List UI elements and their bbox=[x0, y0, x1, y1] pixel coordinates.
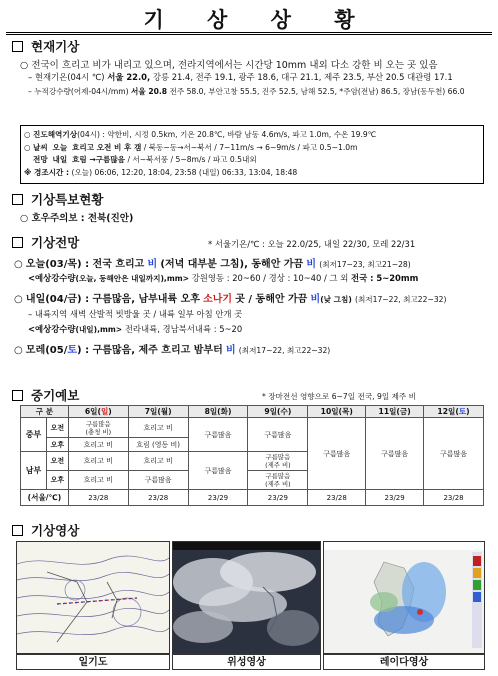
section-weather-images: 기상영상 bbox=[12, 521, 79, 539]
checkbox-icon bbox=[12, 525, 23, 536]
jindo-observation: ○ 진도해역기상(04시) : 약한비, 시정 0.5km, 기온 20.8℃, 바람 남동 4.6m/s, 파고 1.0m, 수온 19.9℃ bbox=[24, 130, 377, 139]
cell: 구름많음 (제주 비) bbox=[248, 452, 308, 471]
cell: 흐리고 비 bbox=[128, 418, 188, 438]
weather-map-icon bbox=[17, 542, 169, 653]
cell: 흐리고 비 bbox=[68, 471, 128, 490]
page-title: 기 상 상 황 bbox=[143, 8, 373, 32]
cumulative-rainfall: – 누적강수량(어제-04시/mm) 서울 20.8 전주 58.0, 부안고창 55.5, 진주 52.5, 남해 52.5, *주암(전남) 86.5, 장남(동두천) 66.0 bbox=[28, 87, 465, 96]
mid-range-table bbox=[20, 405, 484, 506]
header-day: 7일(월) bbox=[128, 406, 188, 418]
cell: 구름많음 bbox=[128, 471, 188, 490]
radar-icon bbox=[324, 542, 484, 653]
header-day: 10일(목) bbox=[308, 406, 366, 418]
header-division: 구 분 bbox=[21, 406, 69, 418]
cell: 흐림 (영동 비) bbox=[128, 438, 188, 452]
header-day: 12일(토) bbox=[424, 406, 484, 418]
tide-times: ※ 경조시간 : (오늘) 06:06, 12:20, 18:04, 23:58 (내일) 06:33, 13:04, 18:48 bbox=[24, 168, 298, 177]
cell: 구름많음 bbox=[188, 452, 248, 490]
region-south: 남부 bbox=[21, 452, 47, 490]
section-current-weather bbox=[12, 37, 79, 55]
cell: 흐리고 비 bbox=[68, 452, 128, 471]
period-am: 오전 bbox=[46, 418, 68, 438]
cell: 23/28 bbox=[128, 490, 188, 506]
caption-weather-map: 일기도 bbox=[16, 654, 170, 670]
alert-item: ○ 호우주의보 : 전북(진안) bbox=[20, 213, 134, 224]
cell: 23/28 bbox=[308, 490, 366, 506]
forecast-tomorrow-precip: <예상강수량(내일),mm> 전라내륙, 경남북서내륙 : 5~20 bbox=[28, 324, 243, 334]
period-pm: 오후 bbox=[46, 471, 68, 490]
forecast-day-after: ○ 모레(05/토) : 구름많음, 제주 흐리고 밤부터 비 (최저17~22, 최고22~32) bbox=[14, 345, 331, 356]
caption-radar: 레이다영상 bbox=[323, 654, 485, 670]
satellite-icon bbox=[173, 542, 320, 653]
checkbox-icon bbox=[12, 237, 23, 248]
cell: 구름많음 bbox=[366, 418, 424, 490]
cell: 23/29 bbox=[366, 490, 424, 506]
cell: 구름많음 bbox=[424, 418, 484, 490]
section-weather-alerts: 기상특보현황 bbox=[12, 190, 103, 208]
checkbox-icon bbox=[12, 390, 23, 401]
forecast-tomorrow-note: – 내륙지역 새벽 산발적 빗방울 곳 / 내륙 일부 아침 안개 곳 bbox=[28, 309, 243, 319]
checkbox-icon bbox=[12, 194, 23, 205]
header-day: 11일(금) bbox=[366, 406, 424, 418]
jindo-today: ○ 날씨 오늘 흐리고 오전 비 후 갬 / 북동~동→서~북서 / 7~11m/s → 6~9m/s / 파고 0.5~1.0m bbox=[24, 143, 358, 152]
forecast-tomorrow: ○ 내일(04/금) : 구름많음, 남부내륙 오후 소나기 곳 / 동해안 가끔 비(낮 그침) (최저17~22, 최고22~32) bbox=[14, 294, 447, 305]
title-divider bbox=[6, 32, 492, 35]
cell: 23/28 bbox=[68, 490, 128, 506]
header-day: 6일(일) bbox=[68, 406, 128, 418]
mid-range-note: * 장마전선 영향으로 6~7일 전국, 9일 제주 비 bbox=[262, 392, 416, 401]
cell: 구름많음 bbox=[248, 418, 308, 452]
period-am: 오전 bbox=[46, 452, 68, 471]
jindo-sea-weather-box bbox=[20, 125, 484, 184]
current-summary: ○ 전국이 흐리고 비가 내리고 있으며, 전라지역에서는 시간당 10mm 내외 다소 강한 비 오는 곳 있음 bbox=[20, 60, 438, 71]
radar-image bbox=[323, 541, 485, 654]
satellite-image bbox=[172, 541, 321, 654]
section-mid-range: 중기예보 bbox=[12, 386, 79, 404]
section-heading: 현재기상 bbox=[31, 39, 80, 54]
seoul-temp-label: (서울/℃) bbox=[21, 490, 69, 506]
header-day: 9일(수) bbox=[248, 406, 308, 418]
cell: 구름많음 (제주 비) bbox=[248, 471, 308, 490]
cell: 23/29 bbox=[188, 490, 248, 506]
section-forecast: 기상전망 bbox=[12, 233, 79, 251]
cell: 23/28 bbox=[424, 490, 484, 506]
period-pm: 오후 bbox=[46, 438, 68, 452]
current-temperatures: – 현재기온(04시 ℃) 서울 22.0, 강릉 21.4, 전주 19.1, 광주 18.6, 대구 21.1, 제주 23.5, 부산 20.5 대관령 17.1 bbox=[28, 72, 453, 82]
checkbox-icon bbox=[12, 41, 23, 52]
region-central: 중부 bbox=[21, 418, 47, 452]
cell: 구름많음 (충청 비) bbox=[68, 418, 128, 438]
cell: 흐리고 비 bbox=[128, 452, 188, 471]
caption-satellite: 위성영상 bbox=[172, 654, 321, 670]
weather-map-image bbox=[16, 541, 170, 654]
table-row-seoul-temp bbox=[21, 490, 484, 506]
jindo-tomorrow: 전망 내일 흐림 →구름많음 / 서~북서풍 / 5~8m/s / 파고 0.5내외 bbox=[33, 155, 257, 164]
cell: 구름많음 bbox=[188, 418, 248, 452]
forecast-today: ○ 오늘(03/목) : 전국 흐리고 비 (저녁 대부분 그침), 동해안 가끔 비 (최저17~23, 최고21~28) bbox=[14, 259, 411, 270]
table-header-row bbox=[21, 406, 484, 418]
header-day: 8일(화) bbox=[188, 406, 248, 418]
table-row bbox=[21, 418, 484, 438]
seoul-temp-summary: * 서울기온/℃ : 오늘 22.0/25, 내일 22/30, 모레 22/31 bbox=[208, 239, 416, 249]
forecast-today-precip: <예상강수량(오늘, 동해안은 내일까지),mm> 강원영동 : 20~60 / 경상 : 10~40 / 그 외 전국 : 5~20mm bbox=[28, 273, 419, 283]
cell: 구름많음 bbox=[308, 418, 366, 490]
cell: 흐리고 비 bbox=[68, 438, 128, 452]
cell: 23/29 bbox=[248, 490, 308, 506]
